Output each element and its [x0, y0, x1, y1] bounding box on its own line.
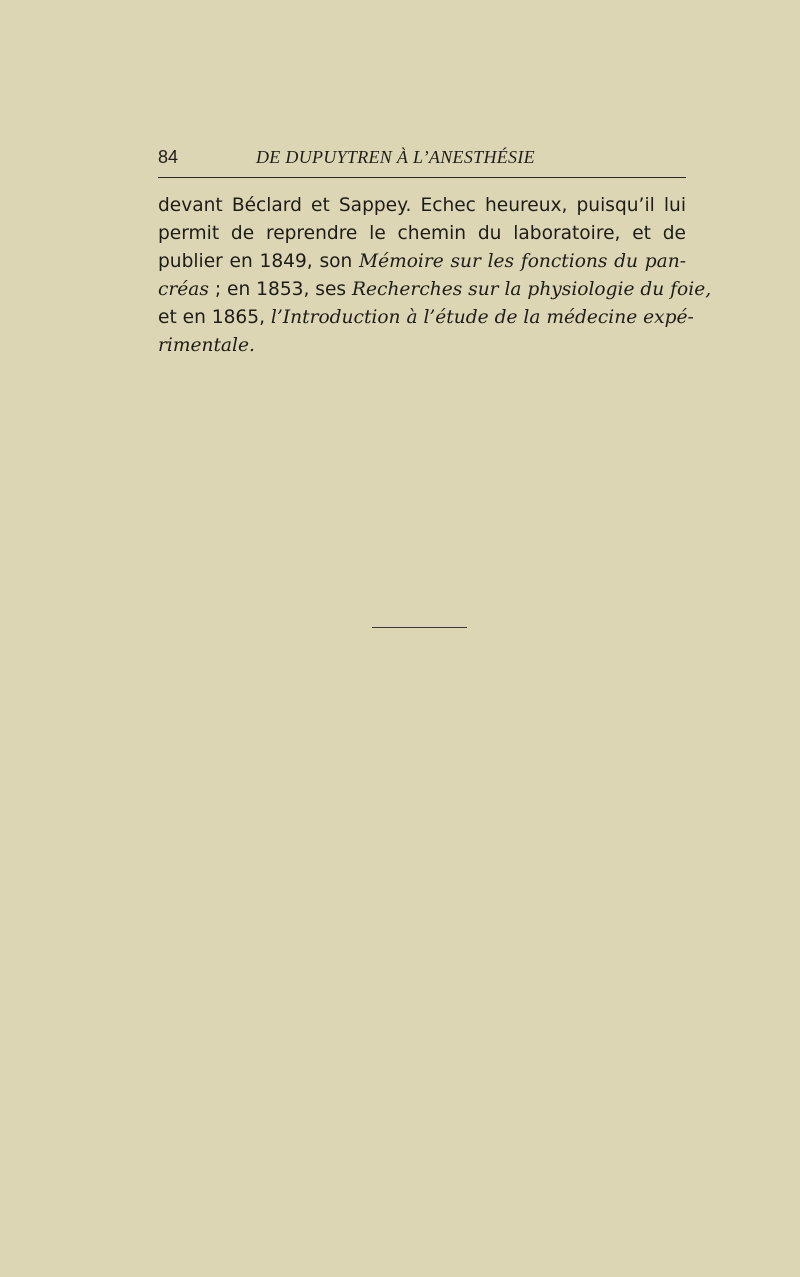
text-line-5-start: et en 1865,	[158, 307, 271, 328]
introduction-title-end: rimentale.	[158, 335, 255, 356]
text-line-1: devant Béclard et Sappey. Echec heureux, puisqu’il lui	[158, 195, 686, 216]
text-line-4	[158, 276, 712, 304]
memoire-title: Mémoire sur les fonctions du pan-	[359, 251, 686, 272]
body-paragraph	[158, 192, 712, 360]
page-number: 84	[158, 147, 179, 167]
section-end-rule	[372, 627, 467, 628]
page-header	[158, 147, 686, 178]
recherches-title: Recherches sur la physiologie du foie,	[352, 279, 712, 300]
memoire-title-end: créas	[158, 279, 209, 300]
introduction-title: l’Introduction à l’étude de la médecine expé-	[270, 307, 694, 328]
text-line-2: permit de reprendre le chemin du laboratoire, et de	[158, 223, 686, 244]
running-title: DE DUPUYTREN À L’ANESTHÉSIE	[256, 147, 535, 167]
text-line-3	[158, 248, 686, 276]
text-line-5	[158, 304, 694, 332]
text-line-6	[158, 332, 686, 360]
text-line-3-start: publier en 1849, son	[158, 251, 360, 272]
text-line-4-middle: ; en 1853, ses	[208, 279, 353, 300]
